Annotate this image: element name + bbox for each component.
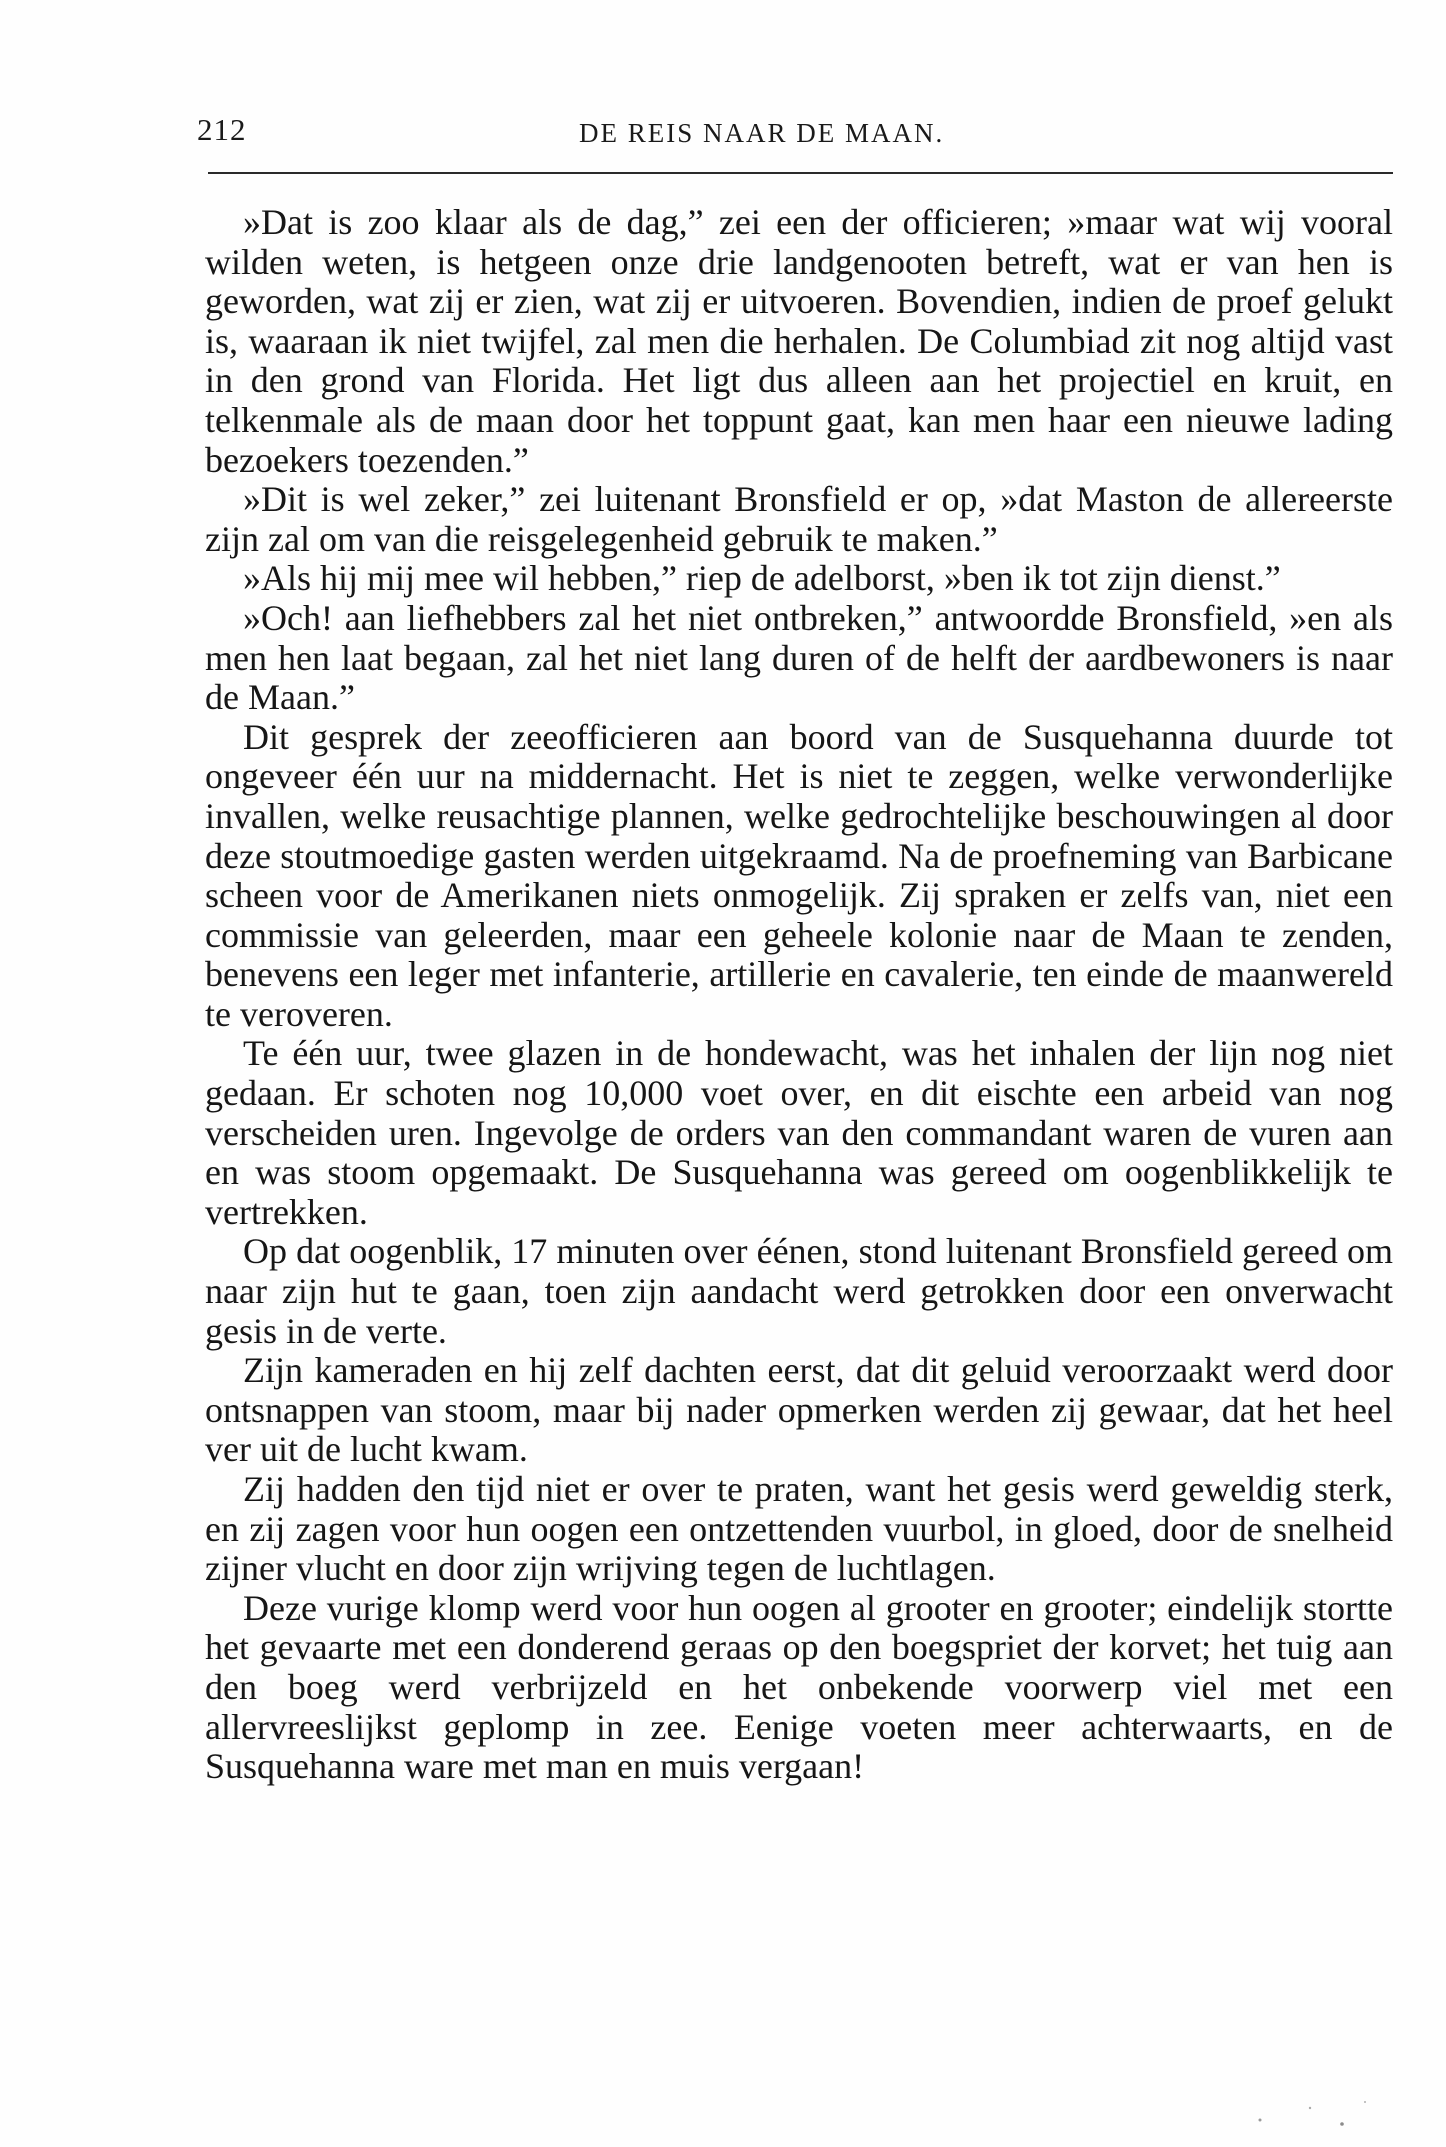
body-text — [205, 203, 1393, 1787]
paragraph: Deze vurige klomp werd voor hun oogen al grooter en grooter; eindelijk stortte het gevaarte met een donderend geraas op den boegspriet der korvet; het tuig aan den boeg werd verbrijzeld en het onbekende voorwerp viel met een allervreeslijkst geplomp in zee. Eenige voeten meer achterwaarts, en de Susquehanna ware met man en muis vergaan! — [205, 1587, 1393, 1787]
paragraph: »Als hij mij mee wil hebben,” riep de adelborst, »ben ik tot zijn dienst.” — [243, 558, 1281, 599]
paragraph: Dit gesprek der zeeofficieren aan boord van de Susquehanna duurde tot ongeveer één uur na middernacht. Het is niet te zeggen, welke verwonderlijke invallen, welke reusachtige plannen, welke gedrochtelijke beschouwingen al door deze stoutmoedige gasten werden uitgekraamd. Na de proefneming van Barbicane scheen voor de Amerikanen niets onmogelijk. Zij spraken er zelfs van, niet een commissie van geleerden, maar een geheele kolonie naar de Maan te zenden, benevens een leger met infanterie, artillerie en cavalerie, ten einde de maanwereld te veroveren. — [205, 716, 1393, 1034]
paragraph: »Dat is zoo klaar als de dag,” zei een der officieren; »maar wat wij vooral wilden weten, is hetgeen onze drie landgenooten betreft, wat er van hen is geworden, wat zij er zien, wat zij er uitvoeren. Bovendien, indien de proef gelukt is, waaraan ik niet twijfel, zal men die herhalen. De Columbiad zit nog altijd vast in den grond van Florida. Het ligt dus alleen aan het projectiel en kruit, en telkenmale als de maan door het toppunt gaat, kan men haar een nieuwe lading bezoekers toezenden.” — [205, 202, 1393, 480]
page-header — [197, 112, 1392, 162]
paragraph: Op dat oogenblik, 17 minuten over éénen, stond luitenant Bronsfield gereed om naar zijn hut te gaan, toen zijn aandacht werd getrokken door een onverwacht gesis in de verte. — [205, 1231, 1393, 1351]
paragraph: »Dit is wel zeker,” zei luitenant Bronsfield er op, »dat Maston de allereerste zijn zal om van die reisgelegenheid gebruik te maken.” — [205, 479, 1393, 559]
paragraph: Zij hadden den tijd niet er over te praten, want het gesis werd geweldig sterk, en zij zagen voor hun oogen een ontzettenden vuurbol, in gloed, door de snelheid zijner vlucht en door zijn wrijving tegen de luchtlagen. — [205, 1469, 1393, 1589]
header-rule — [208, 172, 1393, 174]
page-number: 212 — [197, 112, 247, 147]
paragraph: Te één uur, twee glazen in de hondewacht, was het inhalen der lijn nog niet gedaan. Er schoten nog 10,000 voet over, en dit eischte een arbeid van nog verscheiden uren. Ingevolge de orders van den commandant waren de vuren aan en was stoom opgemaakt. De Susquehanna was gereed om oogenblikkelijk te vertrekken. — [205, 1033, 1393, 1232]
running-title: DE REIS NAAR DE MAAN. — [579, 118, 945, 148]
paragraph: »Och! aan liefhebbers zal het niet ontbreken,” antwoordde Bronsfield, »en als men hen laat begaan, zal het niet lang duren of de helft der aardbewoners is naar de Maan.” — [205, 597, 1393, 718]
paragraph: Zijn kameraden en hij zelf dachten eerst, dat dit geluid veroorzaakt werd door ontsnappen van stoom, maar bij nader opmerken werden zij gewaar, dat het heel ver uit de lucht kwam. — [205, 1350, 1393, 1470]
paper-specks — [1080, 2080, 1380, 2140]
